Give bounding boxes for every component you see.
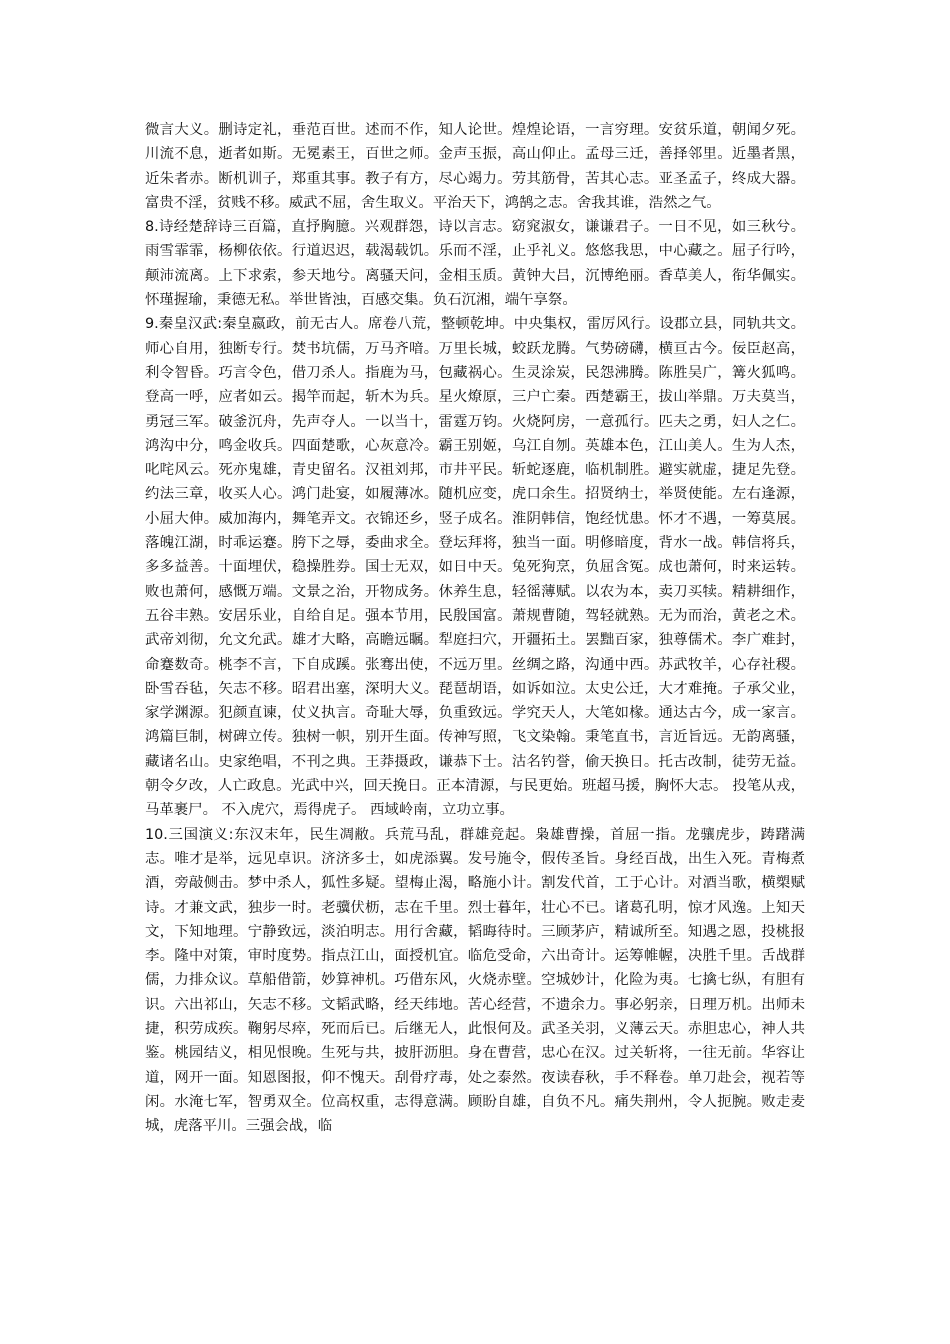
paragraph-qin-han: 9.秦皇汉武:秦皇嬴政，前无古人。席卷八荒，整顿乾坤。中央集权，雷厉风行。设郡立县，同轨共文。师心自用，独断专行。焚书坑儒，万马齐喑。万里长城，蛟跃龙腾。气势磅礴，横亘古今。佞臣赵高，利令智昏。巧言令色，借刀杀人。指鹿为马，包藏祸心。生灵涂炭，民怨沸腾。陈胜吴广，篝火狐鸣。登高一呼，应者如云。揭竿而起，斩木为兵。星火燎原，三户亡秦。西楚霸王，拔山举鼎。万夫莫当，勇冠三军。破釜沉舟，先声夺人。一以当十，雷霆万钧。火烧阿房，一意孤行。匹夫之勇，妇人之仁。鸿沟中分，鸣金收兵。四面楚歌，心灰意冷。霸王别姬，乌江自刎。英雄本色，江山美人。生为人杰，叱咤风云。死亦鬼雄，青史留名。汉祖刘邦，市井平民。斩蛇逐鹿，临机制胜。避实就虚，捷足先登。约法三章，收买人心。鸿门赴宴，如履薄冰。随机应变，虎口余生。招贤纳士，举贤使能。左右逢源，小屈大伸。威加海内，舞笔弄文。衣锦还乡，竖子成名。淮阴韩信，饱经忧患。怀才不遇，一筹莫展。落魄江湖，时乖运蹇。胯下之辱，委曲求全。登坛拜将，独当一面。明修暗度，背水一战。韩信将兵，多多益善。十面埋伏，稳操胜券。国士无双，如日中天。兔死狗烹，负屈含冤。成也萧何，时来运转。败也萧何，感慨万端。文景之治，开物成务。休养生息，轻徭薄赋。以农为本，卖刀买犊。精耕细作，五谷丰熟。安居乐业，自给自足。强本节用，民殷国富。萧规曹随，驾轻就熟。无为而治，黄老之术。武帝刘彻，允文允武。雄才大略，高瞻远瞩。犁庭扫穴，开疆拓土。罢黜百家，独尊儒术。李广难封，命蹇数奇。桃李不言，下自成蹊。张骞出使，不远万里。丝绸之路，沟通中西。苏武牧羊，心存社稷。卧雪吞毡，矢志不移。昭君出塞，深明大义。琵琶胡语，如诉如泣。太史公迁，大才难掩。子承父业，家学渊源。犯颜直谏，仗义执言。奇耻大辱，负重致远。学究天人，大笔如椽。通达古今，成一家言。鸿篇巨制，树碑立传。独树一帜，别开生面。传神写照，飞文染翰。秉笔直书，言近旨远。无韵离骚，藏诸名山。史家绝唱，不刊之典。王莽摄政，谦恭下士。沽名钓誉，偷天换日。托古改制，徒劳无益。朝令夕改，人亡政息。光武中兴，回天挽日。正本清源，与民更始。班超马援，胸怀大志。 投笔从戎，马革裹尸。 不入虎穴，焉得虎子。 西域岭南，立功立事。	[145, 316, 805, 819]
paragraph-confucius-mencius: 微言大义。删诗定礼，垂范百世。述而不作，知人论世。煌煌论语，一言穷理。安贫乐道，朝闻夕死。川流不息，逝者如斯。无冕素王，百世之师。金声玉振，高山仰止。孟母三迁，善择邻里。近墨者黑，近朱者赤。断机训子，郑重其事。教子有方，尽心竭力。劳其筋骨，苦其心志。亚圣孟子，终成大器。富贵不淫，贫贱不移。威武不屈，舍生取义。平治天下，鸿鹄之志。舍我其谁，浩然之气。	[145, 122, 805, 211]
document-page	[145, 118, 805, 1138]
paragraph-three-kingdoms: 10.三国演义:东汉末年，民生凋敝。兵荒马乱，群雄竞起。枭雄曹操，首屈一指。龙骧虎步，踌躇满志。唯才是举，远见卓识。济济多士，如虎添翼。发号施令，假传圣旨。身经百战，出生入死。青梅煮酒，旁敲侧击。梦中杀人，狐性多疑。望梅止渴，略施小计。割发代首，工于心计。对酒当歌，横槊赋诗。才兼文武，独步一时。老骥伏枥，志在千里。烈士暮年，壮心不已。诸葛孔明，惊才风逸。上知天文，下知地理。宁静致远，淡泊明志。用行舍藏，韬晦待时。三顾茅庐，精诚所至。知遇之恩，投桃报李。隆中对策，审时度势。指点江山，面授机宜。临危受命，六出奇计。运筹帷幄，决胜千里。舌战群儒，力排众议。草船借箭，妙算神机。巧借东风，火烧赤壁。空城妙计，化险为夷。七擒七纵，有胆有识。六出祁山，矢志不移。文韬武略，经天纬地。苦心经营，不遗余力。事必躬亲，日理万机。出师未捷，积劳成疾。鞠躬尽瘁，死而后已。后继无人，此恨何及。武圣关羽，义薄云天。赤胆忠心，神人共鉴。桃园结义，相见恨晚。生死与共，披肝沥胆。身在曹营，忠心在汉。过关斩将，一往无前。华容让道，网开一面。知恩图报，仰不愧天。刮骨疗毒，处之泰然。夜读春秋，手不释卷。单刀赴会，视若等闲。水淹七军，智勇双全。位高权重，志得意满。顾盼自雄，自负不凡。痛失荆州，令人扼腕。败走麦城，虎落平川。三强会战，临	[145, 826, 805, 1135]
paragraph-shijing-chuci: 8.诗经楚辞诗三百篇，直抒胸臆。兴观群怨，诗以言志。窈窕淑女，谦谦君子。一日不见，如三秋兮。雨雪霏霏，杨柳依依。行道迟迟，载渴载饥。乐而不淫，止乎礼义。悠悠我思，中心藏之。屈子行吟，颠沛流离。上下求索，参天地兮。离骚天问，金相玉质。黄钟大吕，沉博绝丽。香草美人，衔华佩实。怀瑾握瑜，秉德无私。举世皆浊，百感交集。负石沉湘，端午享祭。	[145, 219, 805, 309]
